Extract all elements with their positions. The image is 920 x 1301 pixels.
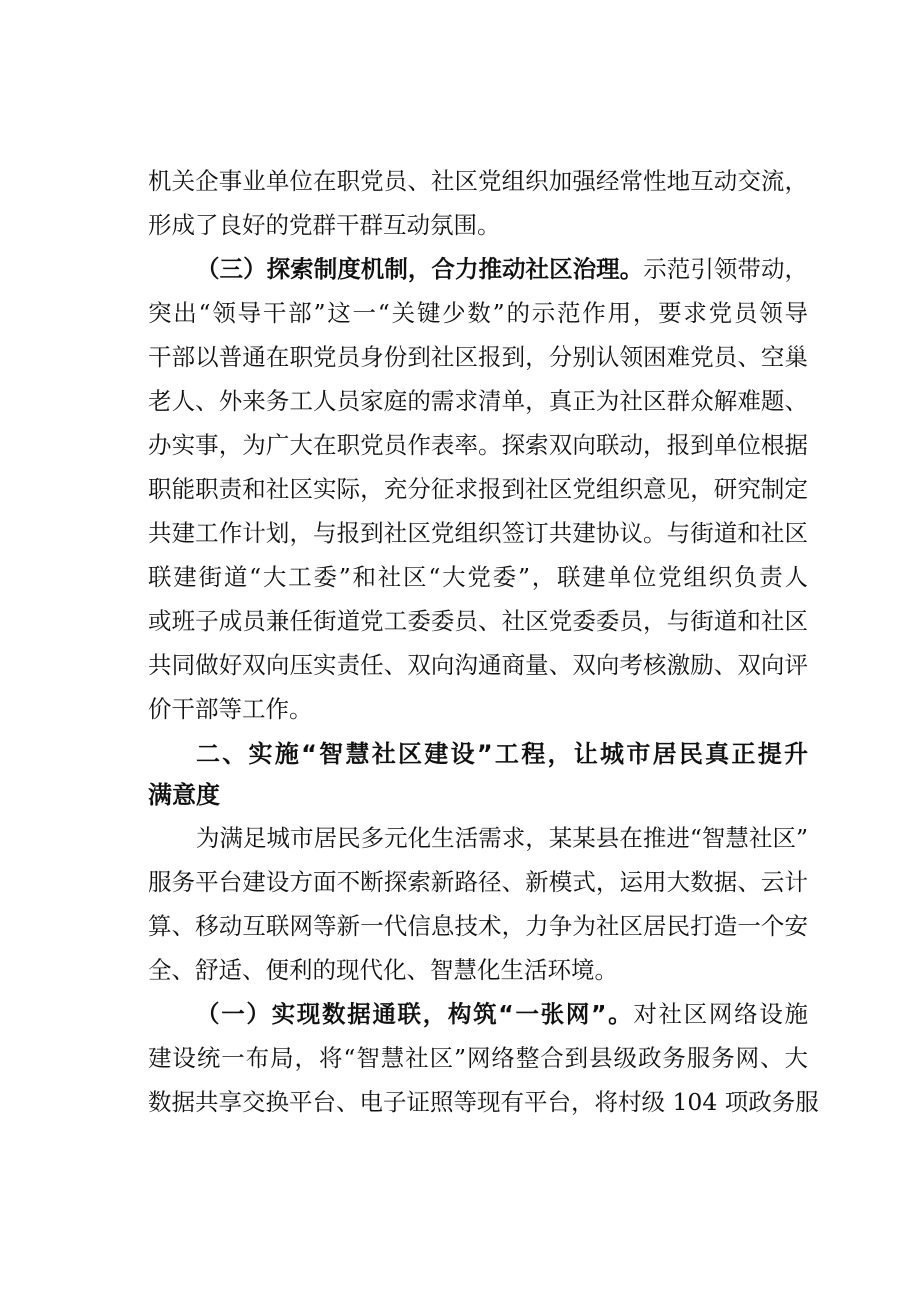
section-heading: 二、实施“智慧社区建设”工程，让城市居民真正提升: [196, 740, 808, 768]
body-text-line: 全、舒适、便利的现代化、智慧化生活环境。: [148, 956, 618, 984]
subsection-lead-line: [196, 999, 808, 1029]
body-text-line: 算、移动互联网等新一代信息技术，力争为社区居民打造一个安: [148, 912, 808, 940]
body-text-line: 服务平台建设方面不断探索新路径、新模式，运用大数据、云计: [148, 868, 808, 896]
section-heading: 满意度: [148, 781, 220, 809]
body-text: 对社区网络设施: [633, 1000, 809, 1028]
body-text-line: 干部以普通在职党员身份到社区报到，分别认领困难党员、空巢: [148, 343, 808, 371]
subsection-heading: （三）探索制度机制，合力推动社区治理。: [196, 255, 644, 283]
body-text-line: 职能职责和社区实际，充分征求报到社区党组织意见，研究制定: [148, 475, 808, 503]
body-text-line: 或班子成员兼任街道党工委委员、社区党委委员，与街道和社区: [148, 607, 808, 635]
body-text-line: 建设统一布局，将“智慧社区”网络整合到县级政务服务网、大: [148, 1044, 808, 1072]
subsection-heading: （一）实现数据通联，构筑“一张网”。: [196, 1000, 634, 1028]
body-text-line: 形成了良好的党群干群互动氛围。: [148, 211, 501, 239]
body-text-line: 老人、外来务工人员家庭的需求清单，真正为社区群众解难题、: [148, 387, 808, 415]
body-text-line: 数据共享交换平台、电子证照等现有平台，将村级 104 项政务服: [148, 1088, 819, 1116]
body-text-line: 共同做好双向压实责任、双向沟通商量、双向考核激励、双向评: [148, 651, 808, 679]
body-text-line: 价干部等工作。: [148, 695, 313, 723]
subsection-lead-line: [196, 254, 808, 284]
body-text-line: 办实事，为广大在职党员作表率。探索双向联动，报到单位根据: [148, 431, 808, 459]
body-text-line: 联建街道“大工委”和社区“大党委”，联建单位党组织负责人: [148, 563, 808, 591]
body-text-line: 机关企事业单位在职党员、社区党组织加强经常性地互动交流，: [148, 167, 808, 195]
body-text-line: 为满足城市居民多元化生活需求，某某县在推进“智慧社区”: [196, 824, 808, 852]
body-text-line: 共建工作计划，与报到社区党组织签订共建协议。与街道和社区: [148, 519, 808, 547]
body-text: 示范引领带动，: [643, 255, 809, 283]
body-text-line: 突出“领导干部”这一“关键少数”的示范作用，要求党员领导: [148, 299, 808, 327]
